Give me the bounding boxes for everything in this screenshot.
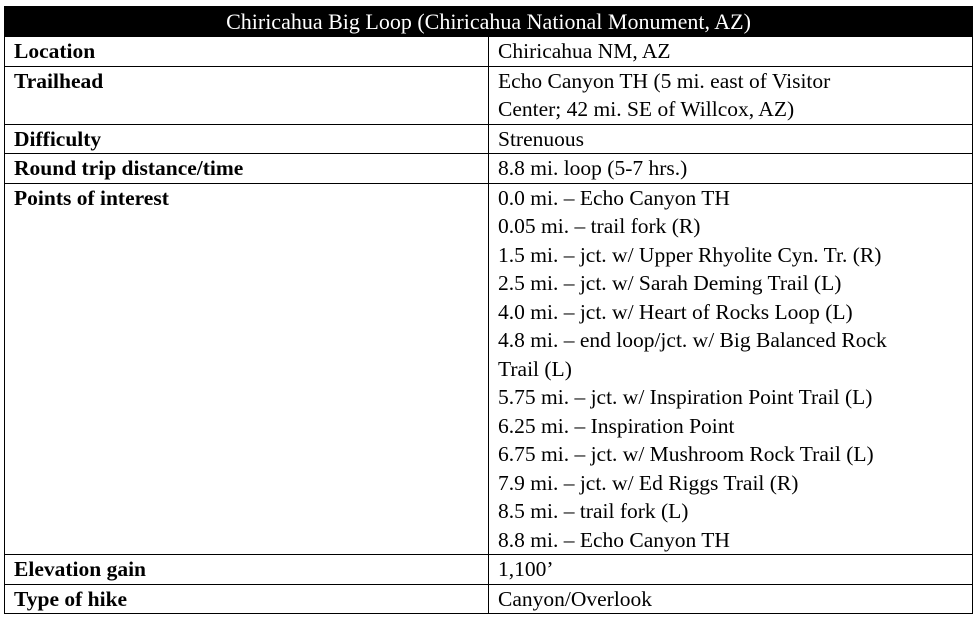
point-item: 8.5 mi. – trail fork (L) (498, 499, 689, 523)
table-row-trailhead (5, 66, 973, 124)
distance-value: 8.8 mi. loop (5-7 hrs.) (489, 154, 973, 184)
point-item: 6.75 mi. – jct. w/ Mushroom Rock Trail (L) (498, 442, 874, 466)
point-item: 7.9 mi. – jct. w/ Ed Riggs Trail (R) (498, 470, 799, 495)
type-value: Canyon/Overlook (489, 584, 973, 614)
difficulty-label: Difficulty (5, 124, 489, 154)
table-title-row (5, 7, 973, 37)
trail-info-table (4, 6, 973, 614)
table-title: Chiricahua Big Loop (Chiricahua National Monument, AZ) (5, 7, 973, 37)
trailhead-label: Trailhead (5, 66, 489, 124)
trailhead-value (489, 66, 973, 124)
type-label: Type of hike (5, 584, 489, 614)
table-row-type (5, 584, 973, 614)
point-item: 6.25 mi. – Inspiration Point (498, 413, 735, 438)
point-item: 5.75 mi. – jct. w/ Inspiration Point Trail (L) (498, 385, 873, 409)
table-row-location (5, 37, 973, 67)
point-item: 0.0 mi. – Echo Canyon TH (498, 185, 730, 210)
point-item: 4.8 mi. – end loop/jct. w/ Big Balanced Rock (498, 328, 887, 352)
trail-info-table-container (4, 6, 973, 614)
table-row-points-of-interest (5, 183, 973, 555)
trailhead-value-line: Echo Canyon TH (5 mi. east of Visitor (498, 68, 831, 93)
point-item: 2.5 mi. – jct. w/ Sarah Deming Trail (L) (498, 271, 842, 295)
elevation-value: 1,100’ (489, 555, 973, 585)
point-item: 4.0 mi. – jct. w/ Heart of Rocks Loop (L) (498, 299, 853, 324)
point-item: 0.05 mi. – trail fork (R) (498, 214, 701, 238)
table-row-distance (5, 154, 973, 184)
location-value: Chiricahua NM, AZ (489, 37, 973, 67)
trailhead-value-line: Center; 42 mi. SE of Willcox, AZ) (498, 97, 795, 121)
location-label: Location (5, 37, 489, 67)
difficulty-value: Strenuous (489, 124, 973, 154)
points-list (489, 183, 973, 555)
distance-label: Round trip distance/time (5, 154, 489, 184)
table-row-elevation (5, 555, 973, 585)
elevation-label: Elevation gain (5, 555, 489, 585)
point-item: 1.5 mi. – jct. w/ Upper Rhyolite Cyn. Tr. (R) (498, 242, 882, 267)
point-item: 8.8 mi. – Echo Canyon TH (498, 527, 730, 552)
points-label: Points of interest (5, 183, 489, 555)
point-item: Trail (L) (498, 356, 572, 381)
table-row-difficulty (5, 124, 973, 154)
